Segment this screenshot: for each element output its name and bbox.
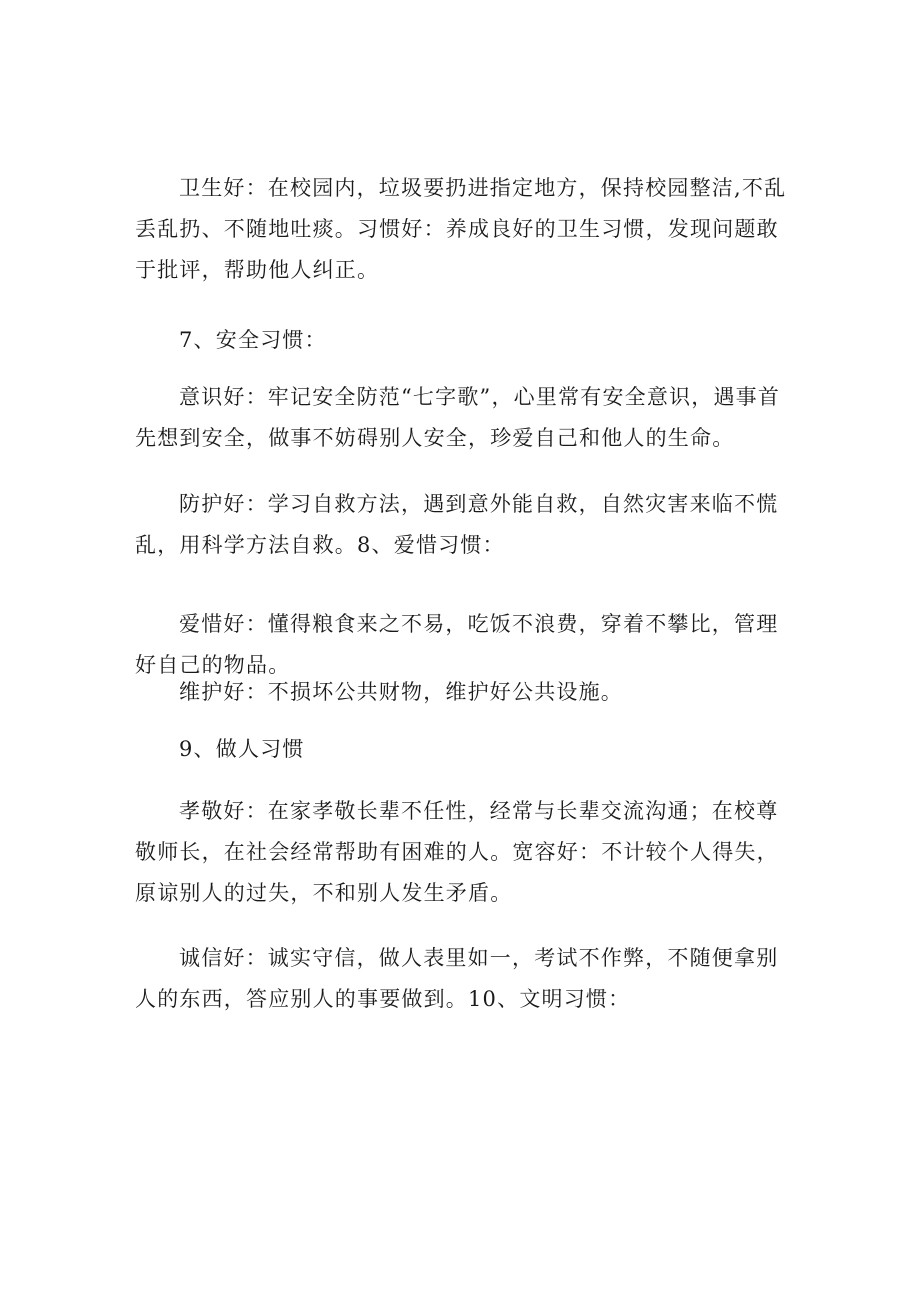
paragraph-self-protection: 防护好：学习自救方法，遇到意外能自救，自然灾害来临不慌乱，用科学方法自救。8、爱惜习惯： (135, 492, 779, 557)
paragraph-maintain: 维护好：不损坏公共财物，维护好公共设施。 (179, 680, 623, 704)
paragraph-cherish: 爱惜好：懂得粮食来之不易，吃饭不浪费，穿着不攀比，管理好自己的物品。 (135, 612, 779, 677)
paragraph-integrity: 诚信好：诚实守信，做人表里如一，考试不作弊，不随便拿别人的东西，答应别人的事要做到。10、文明习惯： (135, 946, 779, 1011)
heading-conduct-habits: 9、做人习惯 (179, 737, 305, 761)
paragraph-safety-awareness: 意识好：牢记安全防范“七字歌”，心里常有安全意识，遇事首先想到安全，做事不妨碍别人安全，珍爱自己和他人的生命。 (135, 385, 781, 450)
paragraph-hygiene: 卫生好：在校园内，垃圾要扔进指定地方，保持校园整洁,不乱丢乱扔、不随地吐痰。习惯好：养成良好的卫生习惯，发现问题敢于批评，帮助他人纠正。 (135, 176, 787, 282)
heading-safety-habits: 7、安全习惯： (179, 328, 327, 352)
paragraph-filial-tolerance: 孝敬好：在家孝敬长辈不任性，经常与长辈交流沟通；在校尊敬师长，在社会经常帮助有困难的人。宽容好：不计较个人得失，原谅别人的过失，不和别人发生矛盾。 (135, 799, 779, 905)
